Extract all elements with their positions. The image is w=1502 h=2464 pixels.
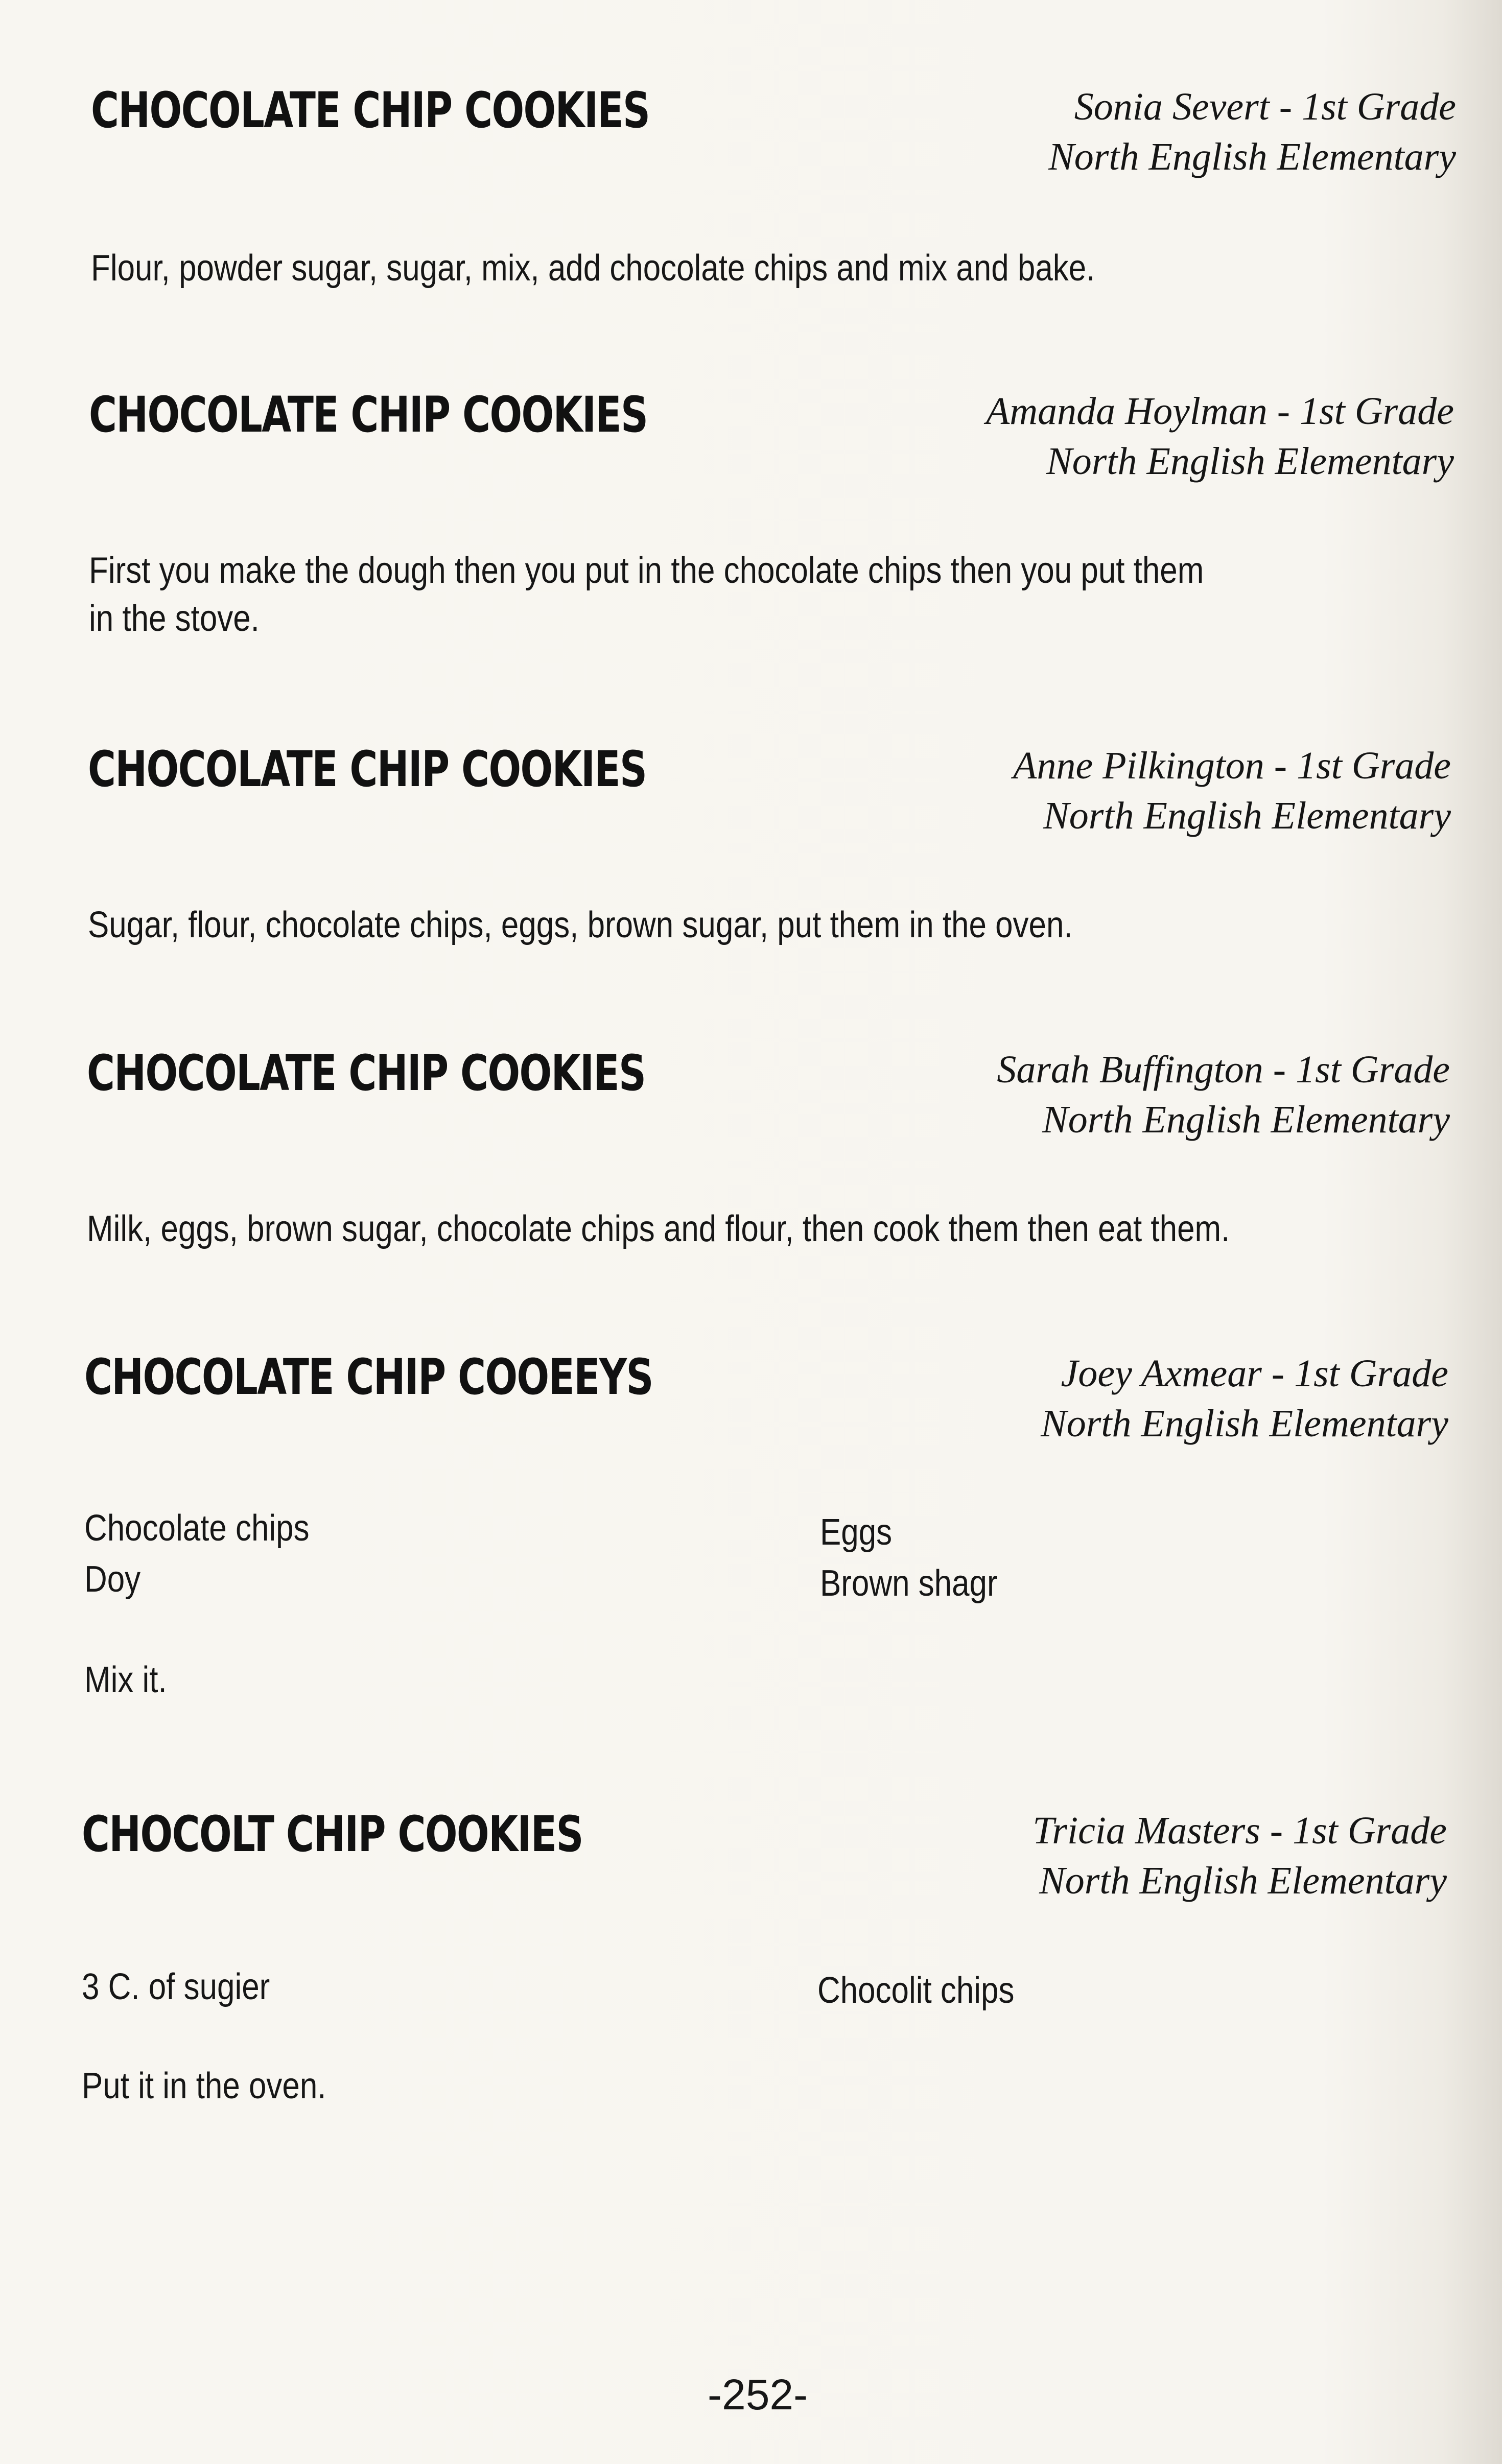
author-school: North English Elementary (1043, 794, 1451, 837)
recipe-title: CHOCOLATE CHIP COOKIES (89, 386, 648, 443)
recipe-author (1048, 82, 1456, 182)
author-school: North English Elementary (1042, 1098, 1450, 1141)
author-school: North English Elementary (1041, 1402, 1448, 1445)
ingredient: Chocolate chips (84, 1508, 310, 1549)
ingredients-left (82, 1961, 270, 2012)
recipe-title: CHOCOLATE CHIP COOEEYS (84, 1348, 653, 1406)
author-name: Amanda Hoylman - 1st Grade (985, 390, 1454, 433)
ingredient: 3 C. of sugier (82, 1967, 270, 2007)
recipe-title: CHOCOLATE CHIP COOKIES (87, 1045, 646, 1102)
recipe-text: Sugar, flour, chocolate chips, eggs, brown sugar, put them in the oven. (88, 905, 1073, 945)
recipe-author (986, 386, 1454, 486)
recipe-author (1032, 1806, 1447, 1906)
author-school: North English Elementary (1039, 1859, 1447, 1902)
recipe-author (1041, 1348, 1448, 1449)
ingredients-right (820, 1507, 998, 1609)
author-school: North English Elementary (1046, 440, 1454, 483)
author-name: Joey Axmear - 1st Grade (1061, 1352, 1448, 1395)
ingredient: Brown shagr (820, 1563, 998, 1604)
ingredient: Doy (84, 1559, 141, 1600)
recipe-author (1013, 741, 1451, 841)
recipe-text: First you make the dough then you put in the chocolate chips then you put them (89, 550, 1204, 591)
author-school: North English Elementary (1048, 135, 1456, 178)
author-name: Sarah Buffington - 1st Grade (997, 1048, 1450, 1091)
recipe-title: CHOCOLATE CHIP COOKIES (91, 82, 650, 139)
recipe-title: CHOCOLATE CHIP COOKIES (88, 741, 647, 798)
recipe-title: CHOCOLT CHIP COOKIES (82, 1806, 583, 1863)
ingredient: Eggs (820, 1512, 893, 1553)
recipe-instructions: Put it in the oven. (82, 2066, 326, 2106)
recipe-text: in the stove. (89, 598, 260, 639)
ingredients-left (84, 1503, 310, 1605)
author-name: Tricia Masters - 1st Grade (1032, 1809, 1447, 1852)
recipe-text: Milk, eggs, brown sugar, chocolate chips and flour, then cook them then eat them. (87, 1209, 1230, 1249)
recipe-instructions: Mix it. (84, 1660, 167, 1700)
page-number: -252- (708, 2371, 808, 2419)
ingredients-right (817, 1965, 1014, 2016)
recipe-text: Flour, powder sugar, sugar, mix, add chocolate chips and mix and bake. (91, 248, 1095, 289)
author-name: Anne Pilkington - 1st Grade (1013, 744, 1451, 787)
author-name: Sonia Severt - 1st Grade (1074, 85, 1456, 128)
recipe-author (997, 1045, 1450, 1145)
ingredient: Chocolit chips (817, 1970, 1015, 2011)
